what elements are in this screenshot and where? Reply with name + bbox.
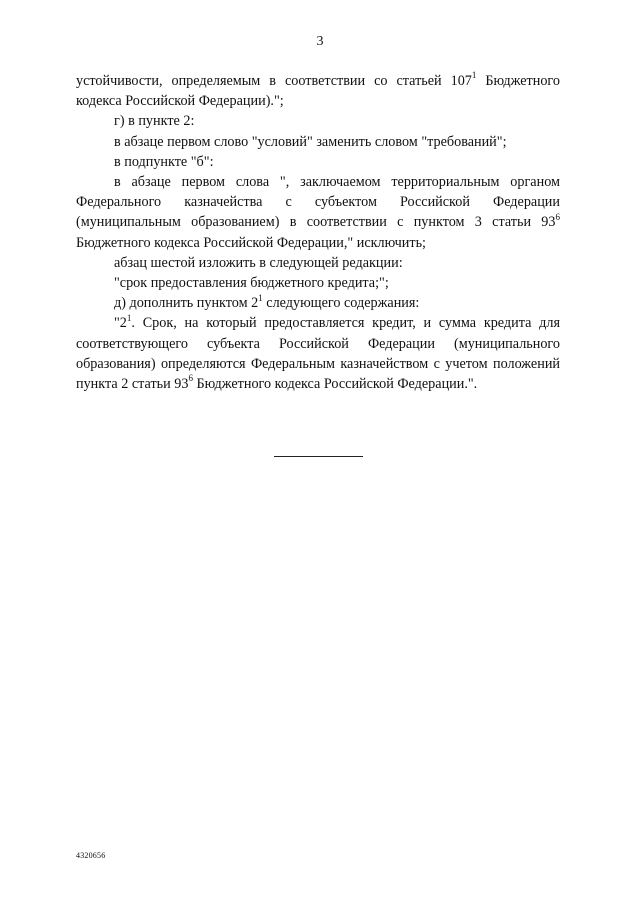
paragraph-text: абзац шестой изложить в следующей редакции:: [114, 254, 403, 271]
paragraph-text: следующего содержания:: [262, 295, 420, 312]
superscript: 1: [258, 292, 263, 303]
superscript: 6: [188, 373, 193, 384]
superscript: 1: [471, 70, 477, 81]
paragraph-replace-word: [76, 132, 560, 152]
paragraph-text: Бюджетного кодекса Российской Федерации," исключить;: [76, 234, 426, 251]
end-divider: [274, 456, 363, 457]
paragraph-text: Бюджетного кодекса Российской Федерации).";: [76, 73, 560, 110]
paragraph-text: устойчивости, определяемым в соответствии со статьей 107: [76, 73, 472, 89]
paragraph-new-clause: [76, 313, 560, 394]
paragraph-text: "срок предоставления бюджетного кредита;";: [114, 275, 389, 292]
paragraph-item-d: [76, 293, 560, 313]
paragraph-new-wording: [76, 273, 560, 293]
paragraph-text: г) в пункте 2:: [114, 113, 195, 130]
paragraph-text: . Срок, на который предоставляется кредит, и сумма кредита для соответствующего субъекта Российской Федерации (муниципального образования) определяются Федеральным казначейством с учетом положений пункта 2 статьи 93: [76, 315, 560, 393]
paragraph-text: в подпункте "б":: [114, 153, 214, 170]
paragraph-item-g: [76, 111, 560, 131]
document-body: [76, 71, 560, 394]
document-code: 4320656: [76, 851, 106, 860]
paragraph-text: в абзаце первом слова ", заключаемом территориальным органом Федерального казначейства с субъектом Российской Федерации (муниципальным образованием) в соответствии с пунктом 3 статьи 93: [76, 174, 560, 231]
paragraph-sixth-abzac: [76, 253, 560, 273]
paragraph-text: "2: [114, 315, 127, 332]
paragraph-text: в абзаце первом слово "условий" заменить словом "требований";: [114, 133, 507, 150]
paragraph-exclude-words: [76, 172, 560, 253]
paragraph-subitem-b: [76, 152, 560, 172]
page-number: 3: [316, 34, 324, 49]
superscript: 6: [555, 211, 560, 222]
superscript: 1: [126, 312, 132, 323]
paragraph-continuation: [76, 71, 560, 111]
paragraph-text: Бюджетного кодекса Российской Федерации.".: [192, 376, 478, 393]
paragraph-text: д) дополнить пунктом 2: [114, 295, 259, 312]
